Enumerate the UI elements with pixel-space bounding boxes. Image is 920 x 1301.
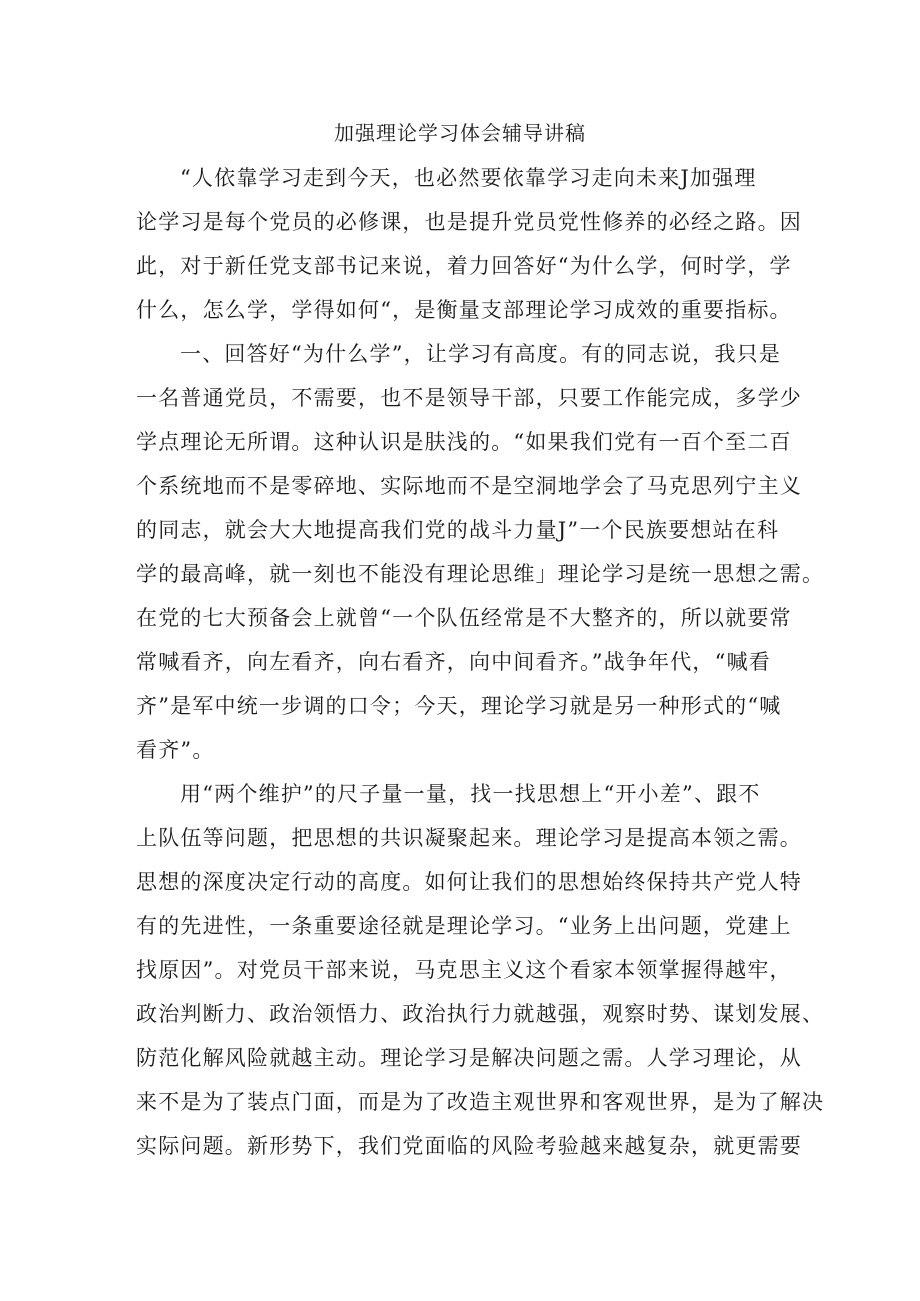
paragraph-line: 找原因”。对党员干部来说，马克思主义这个看家本领掌握得越牢， [136,958,792,982]
paragraph-line: 学点理论无所谓。这种认识是肤浅的。“如果我们党有一百个至二百 [136,430,792,454]
paragraph-line: “人依靠学习走到今天，也必然要依靠学习走向未来J加强理 [180,166,757,190]
paragraph-line: 一、回答好“为什么学”，让学习有高度。有的同志说，我只是 [180,342,782,366]
paragraph-line: 什么，怎么学，学得如何“，是衡量支部理论学习成效的重要指标。 [136,298,792,322]
paragraph-line: 思想的深度决定行动的高度。如何让我们的思想始终保持共产党人特 [136,870,802,894]
paragraph-line: 学的最高峰，就一刻也不能没有理论思维」理论学习是统一思想之需。 [136,562,825,586]
paragraph-line: 上队伍等问题，把思想的共识凝聚起来。理论学习是提高本领之需。 [136,826,802,850]
paragraph-line: 一名普通党员，不需要，也不是领导干部，只要工作能完成，多学少 [136,386,802,410]
paragraph-line: 有的先进性，一条重要途径就是理论学习。“业务上出问题，党建上 [136,914,792,938]
paragraph-line: 齐”是军中统一步调的口令；今天，理论学习就是另一种形式的“喊 [136,694,782,718]
paragraph-line: 常喊看齐，向左看齐，向右看齐，向中间看齐。”战争年代，“喊看 [136,650,771,674]
paragraph-line: 个系统地而不是零碎地、实际地而不是空洞地学会了马克思列宁主义 [136,474,802,498]
paragraph-line: 政治判断力、政治领悟力、政治执行力就越强，观察时势、谋划发展、 [136,1002,825,1026]
paragraph-line: 实际问题。新形势下，我们党面临的风险考验越来越复杂，就更需要 [136,1134,802,1158]
paragraph-line: 来不是为了装点门面，而是为了改造主观世界和客观世界，是为了解决 [136,1090,825,1114]
paragraph-line: 论学习是每个党员的必修课，也是提升党员党性修养的必经之路。因 [136,210,802,234]
paragraph-line: 在党的七大预备会上就曾“一个队伍经常是不大整齐的，所以就要常 [136,606,792,630]
document-title: 加强理论学习体会辅导讲稿 [334,121,586,145]
paragraph-line: 用“两个维护”的尺子量一量，找一找思想上“开小差”、跟不 [180,782,761,806]
paragraph-line: 看齐”。 [136,738,215,762]
paragraph-line: 此，对于新任党支部书记来说，着力回答好“为什么学，何时学，学 [136,254,792,278]
paragraph-line: 防范化解风险就越主动。理论学习是解决问题之需。人学习理论，从 [136,1046,802,1070]
paragraph-line: 的同志，就会大大地提高我们党的战斗力量J”一个民族要想站在科 [136,518,780,542]
